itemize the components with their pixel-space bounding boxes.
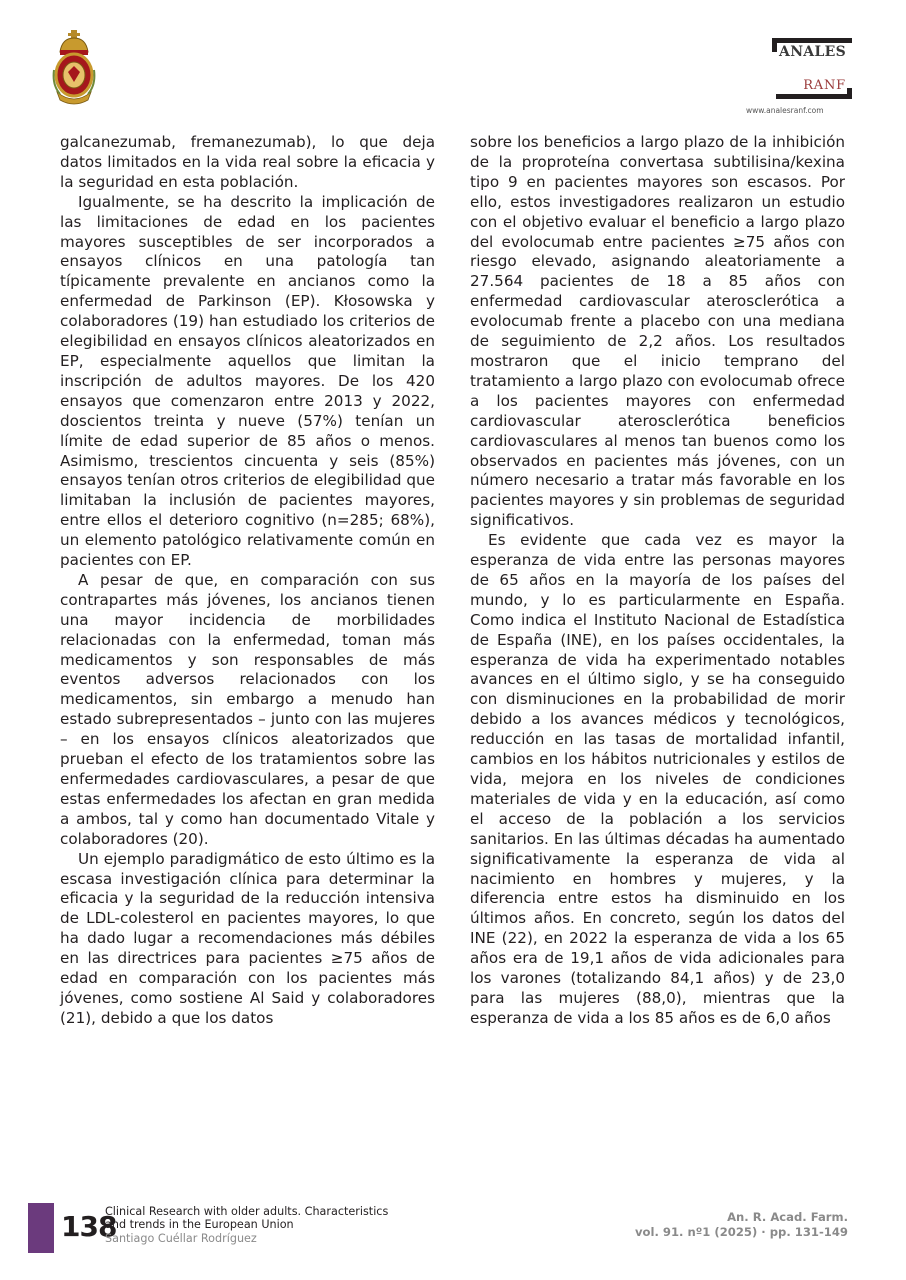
paragraph: A pesar de que, en comparación con sus contrapartes más jóvenes, los ancianos tienen una mayor incidencia de morbilidades relacionadas con la enfermedad, toman más medicamentos y son responsables de más eventos adversos relacionados con los medicamentos, sin embargo a menudo han estado subrepresentados – junto con las mujeres – en los ensayos clínicos aleatorizados que prueban el efecto de los tratamientos sobre las enfermedades cardiovasculares, a pesar de que estas enfermedades los afectan en gran medida a ambos, tal y como han documentado Vitale y colaboradores (20). xyxy=(60,570,435,848)
journal-title: ANALES xyxy=(779,44,846,60)
journal-subtitle: RANF xyxy=(803,78,846,93)
article-title-line: and trends in the European Union xyxy=(105,1218,294,1232)
brand-bracket-bottom-right xyxy=(847,88,852,99)
footer-accent-bar xyxy=(28,1203,54,1253)
brand-bracket-top-left xyxy=(772,38,777,52)
article-title-line: Clinical Research with older adults. Characteristics xyxy=(105,1205,389,1218)
left-column xyxy=(60,133,435,1029)
paragraph: Es evidente que cada vez es mayor la esperanza de vida entre las personas mayores de 65 años en la mayoría de los países del mundo, y lo es particularmente en España. Como indica el Instituto Nacional de Estadística de España (INE), en los países occidentales, la esperanza de vida ha experimentado notables avances en el último siglo, y se ha conseguido con disminuciones en la probabilidad de morir debido a los avances médicos y tecnológicos, reducción en las tasas de mortalidad infantil, cambios en los hábitos nutricionales y estilos de vida, mejora en los niveles de condiciones materiales de vida y en la educación, así como el acceso de la población a los servicios sanitarios. En las últimas décadas ha aumentado significativamente la esperanza de vida al nacimiento en hombres y mujeres, y la diferencia entre estos ha disminuido en los últimos años. En concreto, según los datos del INE (22), en 2022 la esperanza de vida a los 65 años era de 19,1 años de vida adicionales para los varones (totalizando 84,1 años) y de 23,0 para las mujeres (88,0), mientras que la esperanza de vida a los 85 años es de 6,0 años xyxy=(470,531,845,1027)
footer-citation xyxy=(635,1210,848,1240)
brand-bracket-bottom xyxy=(776,94,852,99)
volume-info: vol. 91. nº1 (2025) · pp. 131-149 xyxy=(634,1225,848,1239)
paragraph: sobre los beneficios a largo plazo de la inhibición de la proproteína convertasa subtilisina/kexina tipo 9 en pacientes mayores son escasos. Por ello, estos investigadores realizaron un estudio con el objetivo evaluar el beneficio a largo plazo del evolocumab entre pacientes ≥75 años con riesgo elevado, asignando aleatoriamente a 27.564 pacientes de 18 a 85 años con enfermedad cardiovascular aterosclerótica a evolocumab frente a placebo con una mediana de seguimiento de 2,2 años. Los resultados mostraron que el inicio temprano del tratamiento a largo plazo con evolocumab ofrece a los pacientes mayores con enfermedad cardiovascular aterosclerótica beneficios cardiovasculares al menos tan buenos como los observados en pacientes más jóvenes, con un número necesario a tratar más favorable en los pacientes mayores y sin problemas de seguridad significativos. xyxy=(470,133,845,530)
brand-bracket-top xyxy=(772,38,852,43)
paragraph: Un ejemplo paradigmático de esto último es la escasa investigación clínica para determinar la eficacia y la seguridad de la reducción intensiva de LDL-colesterol en pacientes mayores, lo que ha dado lugar a recomendaciones más débiles en las directrices para pacientes ≥75 años de edad en comparación con los pacientes más jóvenes, como sostiene Al Said y colaboradores (21), debido a que los datos xyxy=(60,849,435,1027)
page-number: 138 xyxy=(61,1210,117,1243)
journal-url[interactable]: www.analesranf.com xyxy=(746,106,824,115)
journal-brand xyxy=(746,34,856,120)
paragraph: Igualmente, se ha descrito la implicación de las limitaciones de edad en los pacientes mayores susceptibles de ser incorporados a ensayos clínicos en una patología tan típicamente prevalente en ancianos como la enfermedad de Parkinson (EP). Kłosowska y colaboradores (19) han estudiado los criterios de elegibilidad en ensayos clínicos aleatorizados en EP, especialmente aquellos que limitan la inscripción de adultos mayores. De los 420 ensayos que comenzaron entre 2013 y 2022, doscientos treinta y nueve (57%) tenían un límite de edad superior de 85 años o menos. Asimismo, trescientos cincuenta y seis (85%) ensayos tenían otros criterios de elegibilidad que limitaban la inclusión de pacientes mayores, entre ellos el deterioro cognitivo (n=285; 68%), un elemento patológico relativamente común en pacientes con EP. xyxy=(60,192,435,570)
right-column xyxy=(470,133,845,1029)
paragraph: galcanezumab, fremanezumab), lo que deja datos limitados en la vida real sobre la eficacia y la seguridad en esta población. xyxy=(60,133,435,191)
academy-crest-logo xyxy=(52,30,96,108)
footer-article-info xyxy=(105,1205,388,1245)
article-author: Santiago Cuéllar Rodríguez xyxy=(105,1231,257,1245)
journal-abbreviation: An. R. Acad. Farm. xyxy=(727,1210,848,1224)
